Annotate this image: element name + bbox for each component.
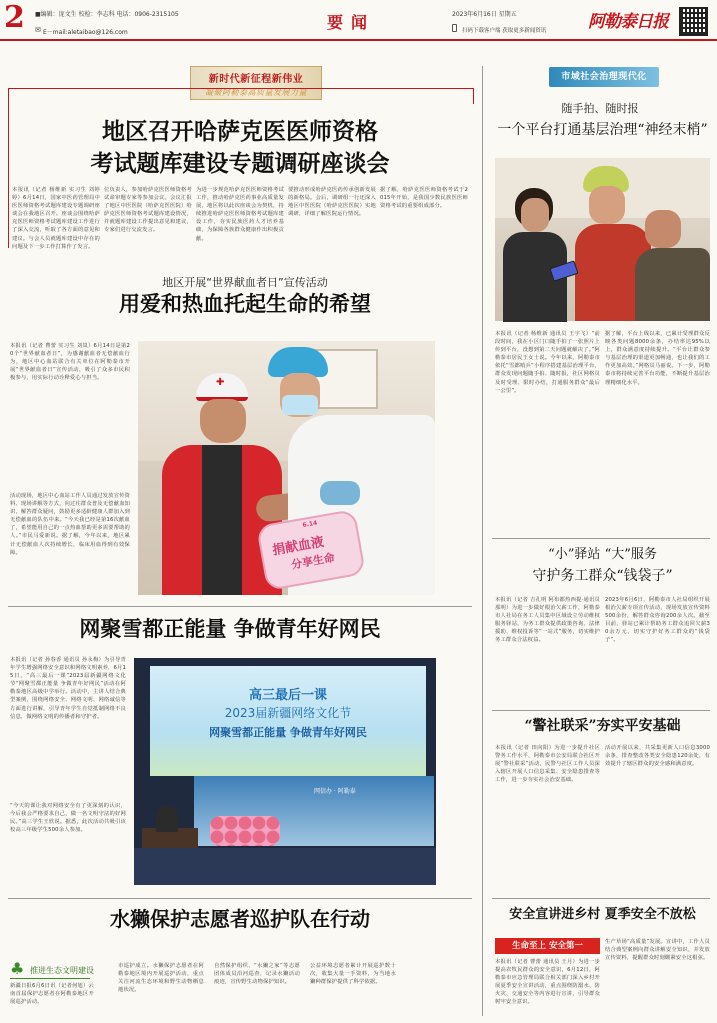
article4-col1: 新疆日报6月6日讯（记者何旭）云南首届保护志愿者在阿勒泰地区开展巡护活动。 xyxy=(10,983,94,1006)
page-number: 2 xyxy=(4,0,25,35)
article8-body: 本报讯（记者 曹蕾 通讯员 王月）为进一步提高农牧民群众的安全意识，6月12日，阿勒泰市应急管理局联合相关部门深入乡村开展夏季安全宣讲活动，重点围绕防溺水、防火灾、交通安全等内容进行宣讲，引导群众树牢安全意识。 xyxy=(495,959,600,1006)
article1-title-line2: 考试题库建设专题调研座谈会 xyxy=(90,150,390,177)
screen-line3: 网聚雪都正能量 争做青年好网民 xyxy=(209,726,367,739)
article8-box-label: 生命至上 安全第一 xyxy=(512,941,583,951)
banner-left-line2: 凝聚阿勒泰高质量发展力量 xyxy=(205,88,307,97)
article7-body: 本报讯（记者 田向阳）为进一步提升社区警务工作水平，阿勒泰市公安局联合社区开展“警社联采”活动，民警与社区工作人员深入辖区开展人口信息采集、安全隐患排查等工作，进一步夯实社会治安基础。 xyxy=(495,745,600,784)
article1-col2: 位负责人，参加哈萨克医医师资格考试命审题专家等参加会议。会议汇报了地区中医医院（哈萨克医医院）哈萨克医医师资格考试题库建设情况，并就题库建设工作提出意见和建议，专家们进行交流发言。 xyxy=(104,187,192,234)
right-banner xyxy=(549,67,659,87)
article4-col3: 自然保护组织、“水獭之家”等志愿团体成员沿河巡查，记录水獭活动痕迹，宣传野生动物保护知识。 xyxy=(214,963,300,986)
phone-icon xyxy=(452,24,457,32)
article3-bottom-divider xyxy=(8,898,472,899)
woman-right-body xyxy=(635,248,710,321)
article3-title: 网聚雪都正能量 争做青年好网民 xyxy=(79,616,381,641)
article5-title: 一个平台打通基层治理“神经末梢” xyxy=(497,122,708,138)
article6-title: 守护务工群众“钱袋子” xyxy=(532,568,673,584)
tree-icon: ♣ xyxy=(10,959,25,978)
article6-bottom-divider xyxy=(492,710,710,711)
date-text: 2023年6月16日 星期五 xyxy=(452,11,517,18)
screen-sign: 网信办 · 阿勒泰 xyxy=(314,788,356,795)
slogan: 扫码下载客户端 获取更多新闻资讯 xyxy=(462,28,547,34)
stage-flowers xyxy=(210,816,280,846)
article1-frame-corner xyxy=(458,88,474,104)
donor-face xyxy=(200,399,246,443)
header-divider xyxy=(0,39,717,41)
article5-body2: 据了解，平台上线以来，已累计受理群众反映各类问题8000余条，办结率达95%以上，群众满意度持续提升。“平台让群众参与基层治理的渠道更加畅通，也让我们的工作更加高效。”网格员马丽说。下一步，阿勒泰市将持续完善平台功能，不断提升基层治理精细化水平。 xyxy=(605,331,710,386)
article1-title-line1: 地区召开哈萨克医医师资格 xyxy=(102,118,378,145)
article4-col4: 公益环境志愿者累计开展巡护数十次，收集大量一手资料，为当地水獭种群保护提供了科学依据。 xyxy=(310,963,396,986)
donation-sign-line1: 捐献血液 xyxy=(271,534,326,559)
editor-info: ■编辑：庞文生 校检：李志科 电话：0906-2315105 xyxy=(35,11,179,18)
email-text: E－mail:aletaibao@126.com xyxy=(43,29,128,36)
grassroots-photo xyxy=(495,158,710,321)
woman-center-face xyxy=(589,186,625,224)
blood-donation-photo xyxy=(138,341,435,595)
network-culture-photo xyxy=(134,658,436,885)
article2-body: 本报讯（记者 曹蕾 实习生 刘岚）6月14日是第20个“世界献血者日”，为感谢献血者无偿献血行为，地区中心血站联合有关单位在阿勒泰市开展“世界献血者日”宣传活动，吸引了众多市民积极参与，用实际行动诠释爱心与担当。 xyxy=(10,343,130,382)
center-divider xyxy=(482,66,483,1016)
screen-line1: 高三最后一课 xyxy=(248,688,327,703)
article7-bottom-divider xyxy=(492,898,710,899)
article5-kicker: 随手拍、随时报 xyxy=(561,102,639,115)
article5-body: 本报讯（记者 杨维新 通讯员 王宇飞）“前段时间，我在小区门口随手拍了一张照片上传到平台，没想到第二天问题就解决了。”阿勒泰市居民王女士说。今年以来，阿勒泰市依托“雪都哨兵”小程序搭建基层治理平台，群众发现问题随手拍、随时报，社区网格员及时受理、限时办结，打通服务群众“最后一公里”。 xyxy=(495,331,600,394)
article4-col2: 市巡护成立。水獭保护志愿者在阿勒泰地区境内开展巡护活动，重点关注河流生态环境和野生动物栖息地状况。 xyxy=(118,963,204,994)
left-section-divider xyxy=(8,606,472,607)
nurse-glove xyxy=(320,481,360,505)
donation-sign-line2: 分享生命 xyxy=(290,551,336,572)
article2-title: 用爱和热血托起生命的希望 xyxy=(119,291,371,316)
article8-body2: 生产草场“高质量”发展。宣讲中，工作人员结合典型案例向群众讲解安全知识，并发放宣传资料，提醒群众时刻绷紧安全这根弦。 xyxy=(605,939,710,962)
article1-col3: 为进一步规范哈萨克医医师资格考试工作，推动哈萨克医药事业高质量发展，地区将以此次座谈会为契机，持续推进哈萨克医医师资格考试题库建设工作，夯实民族医药人才培养基础，为保障各族群众健康作出积极贡献。 xyxy=(196,187,284,242)
article4-tag: 推进生态文明建设 xyxy=(30,966,94,975)
article6-kicker: “小”驿站 “大”服务 xyxy=(548,547,657,562)
donation-sign-date: 6.14 xyxy=(302,519,318,530)
article4-tag-rule xyxy=(10,978,90,979)
article6-body2: 2023年6月6日，阿勒泰市人社局组织开展根治欠薪专项宣传活动，现场发放宣传资料500余份，解答群众咨询200余人次。截至目前，驿站已累计帮助务工群众追回欠薪30余万元，切实守护好务工群众的“钱袋子”。 xyxy=(605,597,710,644)
article8-box xyxy=(495,938,600,954)
article4-title: 水獭保护志愿者巡护队在行动 xyxy=(110,907,370,931)
article1-col5: 据了解，哈萨克医医师资格考试于2015年开始，是我国少数民族医医师资格考试的重要组成部分。 xyxy=(380,187,468,210)
right-banner-text: 市域社会治理现代化 xyxy=(561,72,647,82)
article1-col4: 要推动形成哈萨克医药传承创新发展的新格局。会后，调研组一行还深入地区中医医院（哈萨克医医院）实地调研，详细了解医院运行情况。 xyxy=(288,187,376,218)
email-icon: ✉ xyxy=(35,26,41,34)
screen-backdrop xyxy=(150,666,426,776)
qr-code[interactable] xyxy=(679,7,708,36)
article3-body: 本报讯（记者 孙春香 通讯员 孙永梅）为引导青年学生增强网络安全意识和网络文明素养，6月15日，“高三最后一课”2023届新疆网络文化节“网聚雪都正能量 争做青年好网民”活动在阿勒泰地区高级中学举行。活动中，主讲人结合典型案例，围绕网络安全、网络文明、网络诚信等方面进行讲解，引导青年学生自觉抵制网络不良信息，做网络文明的传播者和守护者。 xyxy=(10,657,126,720)
stage-floor xyxy=(134,848,436,885)
banner-left-line1: 新时代新征程新伟业 xyxy=(208,74,304,85)
donor-cross-icon: ✚ xyxy=(216,377,225,388)
donor-shirt xyxy=(202,445,242,595)
article1-col1: 本报讯（记者 杨维新 实习生 刘婷婷）6月14日，国家中医药管理局中医医师资格考试题库建设专题调研座谈会在我地区召开。座谈会围绕哈萨克医医师资格考试题库建设工作进行了深入交流，听取了各方面的意见和建议。与会人员就题库建设中存在的问题及下一步工作打算作了发言。 xyxy=(12,187,100,250)
article7-body2: 活动开展以来，共采集更新人口信息3000余条，排查整改各类安全隐患120余处，有效提升了辖区群众的安全感和满意度。 xyxy=(605,745,710,768)
article8-title: 安全宣讲进乡村 夏季安全不放松 xyxy=(509,907,696,922)
screen-line2: 2023届新疆网络文化节 xyxy=(224,706,352,720)
article2-kicker: 地区开展“世界献血者日”宣传活动 xyxy=(162,276,328,289)
article6-body: 本报讯（记者 吉孔明 阿布都热西提·通讯员 那明）为进一步做好根治欠薪工作，阿勒泰市人社局在务工人员集中区域设立劳动维权服务驿站，为务工群众提供政策咨询、法律援助、维权投诉等“一站式”服务，切实维护务工群众合法权益。 xyxy=(495,597,600,644)
masthead-logo: 阿勒泰日报 xyxy=(588,12,668,32)
nurse-mask xyxy=(282,395,318,415)
speaker-person xyxy=(156,806,178,832)
article2-body2: 活动现场，地区中心血站工作人员通过发放宣传资料、现场讲解等方式，向过往群众普及无偿献血知识，解答群众疑问，鼓励更多适龄健康人群加入到无偿献血的队伍中来。“今天我已经是第16次献血了，希望能用自己的一点热血帮助更多需要帮助的人。”市民马爱新说。据了解，今年以来，地区累计无偿献血人次持续增长，临床用血得到有效保障。 xyxy=(10,493,130,556)
article7-title: “警社联采”夯实平安基础 xyxy=(524,718,681,734)
section-title: 要闻 xyxy=(327,13,376,32)
article5-bottom-divider xyxy=(492,538,710,539)
woman-left-face xyxy=(521,198,549,232)
article3-body2: “今天的课让我对网络安全有了更深刻的认识，今后我会严格要求自己，做一名文明守法的好网民。”高三学生王欣说。据悉，此次活动共吸引该校高三年级学生500余人参加。 xyxy=(10,803,126,834)
woman-right-face xyxy=(645,210,681,248)
